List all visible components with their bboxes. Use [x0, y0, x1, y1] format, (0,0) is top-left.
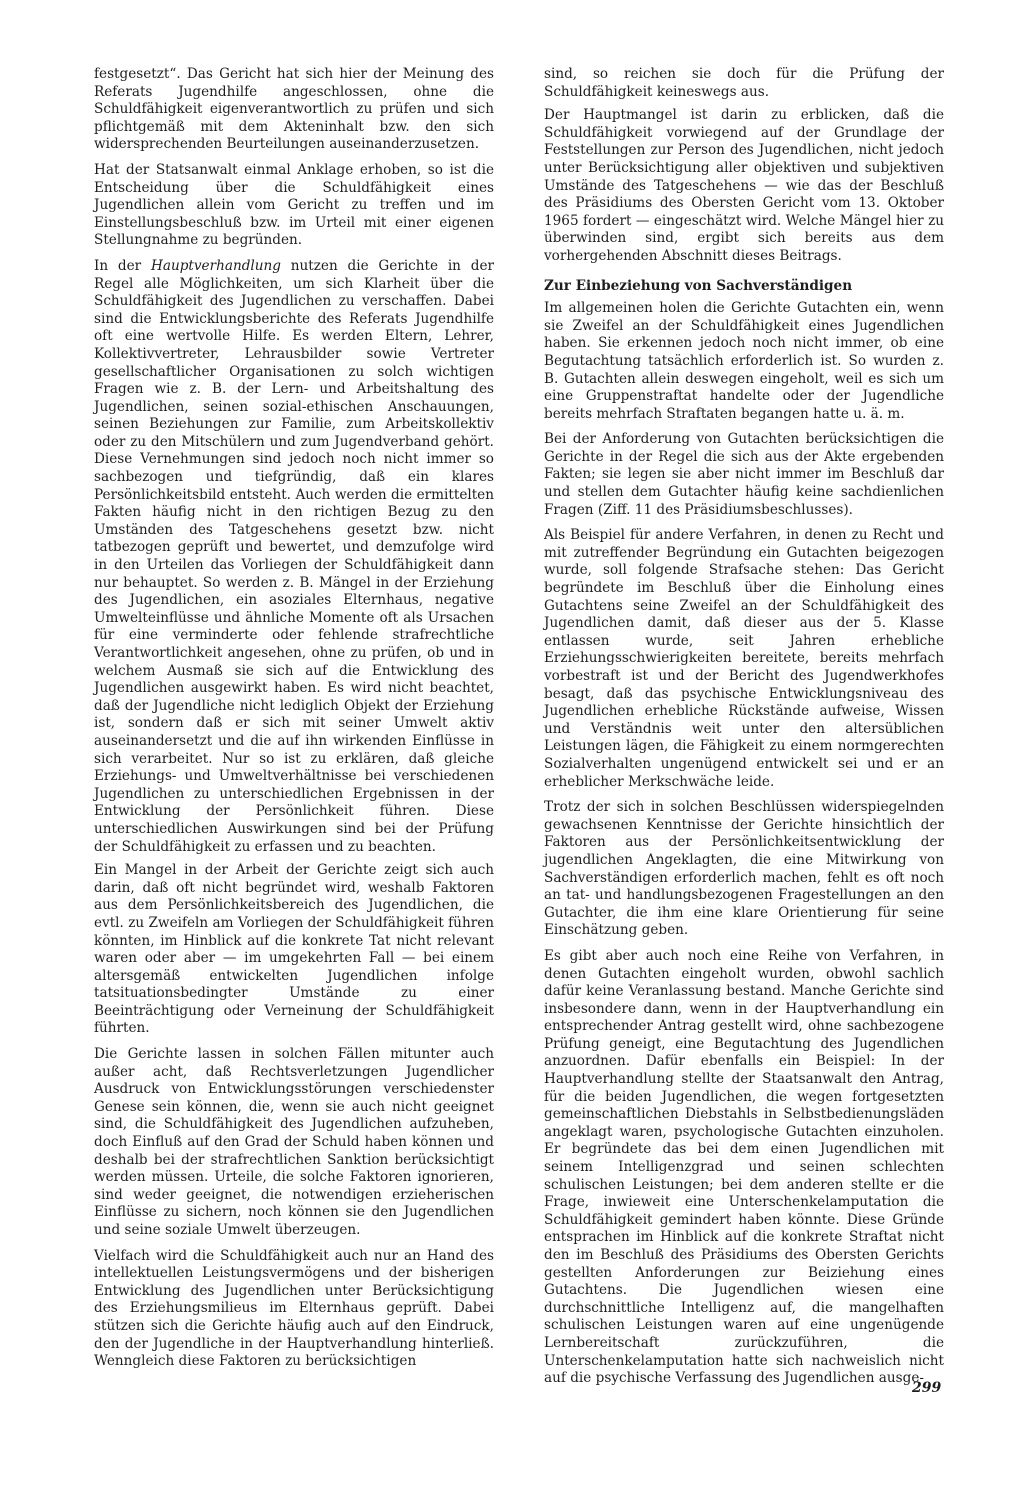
paragraph: Im allgemeinen holen die Gerichte Gutachten ein, wenn sie Zweifel an der Schuldfähigkeit eines Jugendlichen haben. Sie erkennen jedoch noch nicht immer, ob eine Begutachtung tatsächlich erforderlich ist. So wurden z. B. Gutachten allein deswegen eingeholt, weil es sich um eine Gruppenstraftat handelte oder der Jugendliche bereits mehrfach Straftaten begangen hatte u. ä. m.: [544, 300, 944, 422]
paragraph: sind, so reichen sie doch für die Prüfung der Schuldfähigkeit keineswegs aus.: [544, 66, 944, 100]
section-heading: Zur Einbeziehung von Sachverständigen: [544, 277, 853, 294]
paragraph: festgesetzt“. Das Gericht hat sich hier der Meinung des Referats Jugendhilfe angeschlossen, ohne die Schuldfähigkeit eigenverantwortlich zu prüfen und sich pflichtgemäß mit dem Akteninhalt bzw. den sich widersprechenden Beurteilungen auseinanderzusetzen.: [94, 66, 494, 153]
paragraph: Die Gerichte lassen in solchen Fällen mitunter auch außer acht, daß Rechtsverletzungen Jugendlicher Ausdruck von Entwicklungsstörungen verschiedenster Genese sein können, die, wenn sie auch nicht geeignet sind, die Schuldfähigkeit des Jugendlichen aufzuheben, doch Einfluß auf den Grad der Schuld haben können und deshalb bei der strafrechtlichen Sanktion berücksichtigt werden müssen. Urteile, die solche Faktoren ignorieren, sind weder geeignet, die notwendigen erzieherischen Einflüsse zu sichern, noch können sie den Jugendlichen und seine soziale Umwelt überzeugen.: [94, 1046, 494, 1238]
paragraph: Als Beispiel für andere Verfahren, in denen zu Recht und mit zutreffender Begründung ein Gutachten beigezogen wurde, soll folgende Strafsache stehen: Das Gericht begründete im Beschluß über die Einholung eines Gutachtens seine Zweifel an der Schuldfähigkeit des Jugendlichen damit, daß dieser aus der 5. Klasse entlassen wurde, seit Jahren erhebliche Erziehungsschwierigkeiten bereitete, bereits mehrfach vorbestraft ist und der Bericht des Jugendwerkhofes besagt, daß das psychische Entwicklungsniveau des Jugendlichen erhebliche Rückstände aufweise, Wissen und Verständnis weit unter den altersüblichen Leistungen lägen, die Fähigkeit zu einem normgerechten Sozialverhalten ungenügend entwickelt sei und er an erheblicher Merkschwäche leide.: [544, 527, 944, 790]
left-column: [94, 66, 494, 1379]
page-number: 299: [912, 1380, 942, 1396]
paragraph: Es gibt aber auch noch eine Reihe von Verfahren, in denen Gutachten eingeholt wurden, obwohl sachlich dafür keine Veranlassung bestand. Manche Gerichte sind insbesondere dann, wenn in der Hauptverhandlung ein entsprechender Antrag gestellt wird, ohne sachbezogene Prüfung geneigt, eine Begutachtung des Jugendlichen anzuordnen. Dafür ebenfalls ein Beispiel: In der Hauptverhandlung stellte der Staatsanwalt den Antrag, für die beiden Jugendlichen, die wegen fortgesetzten gemeinschaftlichen Diebstahls in Selbstbedienungsläden angeklagt waren, psychologische Gutachten einzuholen. Er begründete das bei dem einen Jugendlichen mit seinem Intelligenzgrad und seinen schlechten schulischen Leistungen; bei dem anderen stellte er die Frage, inwieweit eine Unterschenkelamputation die Schuldfähigkeit gemindert haben könnte. Diese Gründe entsprachen im Hinblick auf die konkrete Straftat nicht den im Beschluß des Präsidiums des Obersten Gerichts gestellten Anforderungen zur Beiziehung eines Gutachtens. Die Jugendlichen wiesen eine durchschnittliche Intelligenz auf, die mangelhaften schulischen Leistungen waren auf eine ungenügende Lernbereitschaft zurückzuführen, die Unterschenkelamputation hatte sich nachweislich nicht auf die psychische Verfassung des Jugendlichen ausge-: [544, 947, 944, 1387]
paragraph-hauptverhandlung: [94, 258, 494, 856]
paragraph: Ein Mangel in der Arbeit der Gerichte zeigt sich auch darin, daß oft nicht begründet wird, weshalb Faktoren aus dem Persönlichkeitsbereich des Jugendlichen, die evtl. zu Zweifeln am Vorliegen der Schuldfähigkeit führen könnten, im Hinblick auf die konkrete Tat nicht relevant waren oder aber — im umgekehrten Fall — bei einem altersgemäß entwickelten Jugendlichen infolge tatsituationsbedingter Umstände zu einer Beeinträchtigung oder Verneinung der Schuldfähigkeit führten.: [94, 862, 494, 1037]
emphasis-hauptverhandlung: Hauptverhandlung: [150, 257, 281, 274]
paragraph: Hat der Statsanwalt einmal Anklage erhoben, so ist die Entscheidung über die Schuldfähigkeit eines Jugendlichen allein vom Gericht zu treffen und im Einstellungsbeschluß bzw. im Urteil mit einer eigenen Stellungnahme zu begründen.: [94, 161, 494, 249]
paragraph: Vielfach wird die Schuldfähigkeit auch nur an Hand des intellektuellen Leistungsvermögens und der bisherigen Entwicklung des Jugendlichen unter Berücksichtigung des Erziehungsmilieus im Elternhaus geprüft. Dabei stützen sich die Gerichte häufig auch auf den Eindruck, den der Jugendliche in der Hauptverhandlung hinterließ. Wenngleich diese Faktoren zu berücksichtigen: [94, 1247, 494, 1370]
right-column: [544, 66, 944, 1396]
paragraph: Der Hauptmangel ist darin zu erblicken, daß die Schuldfähigkeit vorwiegend auf der Grundlage der Feststellungen zur Person des Jugendlichen, nicht jedoch unter Berücksichtigung aller objektiven und subjektiven Umstände des Tatgeschehens — wie das der Beschluß des Präsidiums des Obersten Gericht vom 13. Oktober 1965 fordert — eingeschätzt wird. Welche Mängel hier zu überwinden sind, ergibt sich bereits aus dem vorhergehenden Abschnitt dieses Beitrags.: [544, 107, 944, 264]
paragraph: Bei der Anforderung von Gutachten berücksichtigen die Gerichte in der Regel die sich aus der Akte ergebenden Fakten; sie legen sie aber nicht immer im Beschluß dar und stellen dem Gutachter häufig keine sachdienlichen Fragen (Ziff. 11 des Präsidiumsbeschlusses).: [544, 431, 944, 518]
paragraph: Trotz der sich in solchen Beschlüssen widerspiegelnden gewachsenen Kenntnisse der Gerichte hinsichtlich der Faktoren aus der Persönlichkeitsentwicklung der jugendlichen Angeklagten, die eine Mitwirkung von Sachverständigen erforderlich machen, fehlt es oft noch an tat- und handlungsbezogenen Fragestellungen an den Gutachter, die ihm eine klare Orientierung für seine Einschätzung geben.: [544, 799, 944, 939]
paragraph-start: In der: [94, 257, 142, 274]
paragraph-rest: nutzen die Gerichte in der Regel alle Möglichkeiten, um sich Klarheit über die Schuldfähigkeit des Jugendlichen zu verschaffen. Dabei sind die Entwicklungsberichte des Referats Jugendhilfe oft eine wertvolle Hilfe. Es werden Eltern, Lehrer, Kollektivvertreter, Lehrausbilder sowie Vertreter gesellschaftlicher Organisationen zu solch wichtigen Fragen wie z. B. der Lern- und Arbeitshaltung des Jugendlichen, seinen sozial-ethischen Anschauungen, seinen Beziehungen zur Familie, zum Arbeitskollektiv oder zu den Mitschülern und zum Jugendverband gehört. Diese Vernehmungen sind jedoch noch nicht immer so sachbezogen und tiefgründig, daß ein klares Persönlichkeitsbild entsteht. Auch werden die ermittelten Fakten häufig nicht in den richtigen Bezug zu den Umständen des Tatgeschehens gesetzt bzw. nicht tatbezogen geprüft und bewertet, und demzufolge wird in den Urteilen das Vorliegen der Schuldfähigkeit dann nur behauptet. So werden z. B. Mängel in der Erziehung des Jugendlichen, ein asoziales Elternhaus, negative Umwelteinflüsse und ähnliche Momente oft als Ursachen für eine verminderte oder fehlende strafrechtliche Verantwortlichkeit angesehen, ohne zu prüfen, ob und in welchem Ausmaß sie sich auf die Entwicklung des Jugendlichen ausgewirkt haben. Es wird nicht beachtet, daß der Jugendliche nicht lediglich Objekt der Erziehung ist, sondern daß er sich mit seiner Umwelt aktiv auseinandersetzt und die auf ihn wirkenden Einflüsse in sich verarbeitet. Nur so ist zu erklären, daß gleiche Erziehungs- und Umweltverhältnisse bei verschiedenen Jugendlichen zu unterschiedlichen Ergebnissen in der Entwicklung der Persönlichkeit führen. Diese unterschiedlichen Auswirkungen sind bei der Prüfung der Schuldfähigkeit zu erfassen und zu beachten.: [94, 257, 494, 855]
